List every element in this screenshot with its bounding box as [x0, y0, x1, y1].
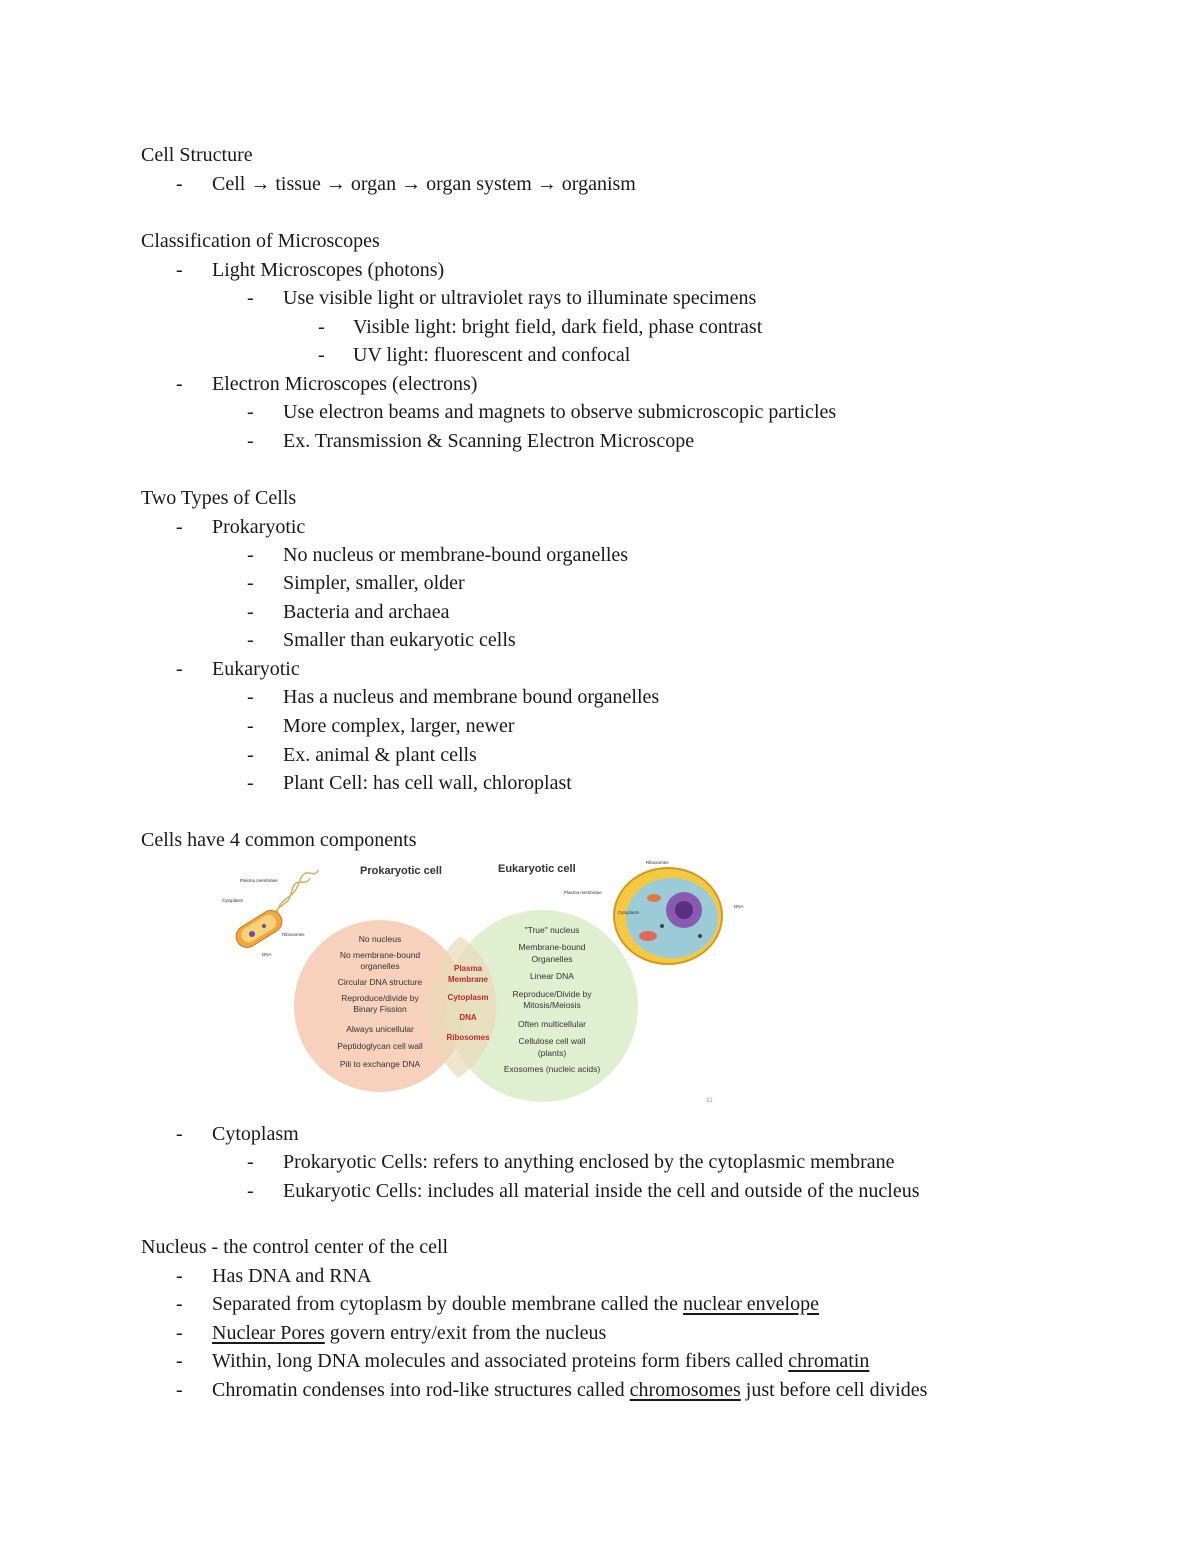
- euk-item: Mitosis/Meiosis: [523, 1000, 581, 1010]
- bullet-dash: -: [176, 1265, 183, 1287]
- heading-microscopes: Classification of Microscopes: [141, 230, 380, 252]
- heading-components: Cells have 4 common components: [141, 829, 417, 851]
- prok-item: Pili to exchange DNA: [339, 1059, 421, 1069]
- list-item: Prokaryotic Cells: refers to anything enclosed by the cytoplasmic membrane: [283, 1151, 895, 1173]
- shared-item: Membrane: [447, 975, 489, 984]
- heading-cell-types: Two Types of Cells: [141, 487, 297, 509]
- bullet-dash: -: [247, 744, 254, 766]
- bullet-dash: -: [176, 516, 183, 538]
- list-item: [212, 1349, 869, 1373]
- animal-label: Ribosomes: [646, 860, 669, 865]
- bullet-dash: -: [176, 1293, 183, 1315]
- euk-item: Reproduce/Divide by: [512, 989, 592, 999]
- euk-item: Exosomes (nucleic acids): [503, 1064, 601, 1074]
- prok-item: No nucleus: [358, 934, 402, 944]
- bullet-dash: -: [176, 1379, 183, 1401]
- prok-item: Peptidoglycan cell wall: [337, 1041, 423, 1051]
- bullet-dash: -: [247, 601, 254, 623]
- euk-title: Eukaryotic cell: [498, 863, 576, 875]
- bullet-dash: -: [247, 1180, 254, 1202]
- bullet-dash: -: [247, 401, 254, 423]
- bullet-dash: -: [247, 572, 254, 594]
- bullet-dash: -: [176, 259, 183, 281]
- bullet-dash: -: [247, 544, 254, 566]
- bact-label: Cytoplasm: [222, 898, 244, 903]
- list-item: Bacteria and archaea: [283, 601, 450, 623]
- prok-item: Circular DNA structure: [337, 977, 423, 987]
- list-item: [212, 1292, 819, 1316]
- list-item: Cell → tissue → organ → organ system → organism: [212, 173, 636, 195]
- list-item: Eukaryotic: [212, 658, 300, 680]
- figure-page-number: 31: [706, 1098, 713, 1104]
- bacterium-illustration: [222, 870, 318, 957]
- euk-item: Often multicellular: [517, 1019, 587, 1029]
- list-item: Plant Cell: has cell wall, chloroplast: [283, 772, 572, 794]
- bullet-dash: -: [176, 373, 183, 395]
- bact-label: Plasma membrane: [240, 878, 278, 883]
- text-span: Chromatin condenses into rod-like structures called: [212, 1379, 630, 1401]
- bullet-dash: -: [176, 173, 183, 195]
- list-item: [212, 1378, 927, 1402]
- list-item: Electron Microscopes (electrons): [212, 373, 478, 395]
- euk-item: Cellulose cell wall: [518, 1036, 586, 1046]
- prok-item: Binary Fission: [353, 1004, 407, 1014]
- euk-item: Membrane-bound: [518, 942, 586, 952]
- list-item: Light Microscopes (photons): [212, 259, 445, 281]
- bullet-dash: -: [176, 1350, 183, 1372]
- euk-item: "True" nucleus: [524, 925, 580, 935]
- prok-item: organelles: [360, 961, 400, 971]
- list-item: Ex. animal & plant cells: [283, 744, 477, 766]
- venn-diagram: [222, 850, 742, 1112]
- underlined-term: nuclear envelope: [682, 1293, 819, 1315]
- text-span: govern entry/exit from the nucleus: [324, 1322, 607, 1344]
- euk-item: Linear DNA: [530, 971, 574, 981]
- list-item: Has a nucleus and membrane bound organelles: [283, 686, 660, 708]
- animal-label: Cytoplasm: [618, 910, 640, 915]
- bullet-dash: -: [247, 686, 254, 708]
- list-item: [212, 1321, 606, 1345]
- bullet-dash: -: [318, 344, 325, 366]
- text-span: Separated from cytoplasm by double membrane called the: [212, 1293, 683, 1315]
- animal-label: Plasma membrane: [564, 890, 602, 895]
- bullet-dash: -: [247, 430, 254, 452]
- bullet-dash: -: [318, 316, 325, 338]
- prok-item: Always unicellular: [346, 1024, 414, 1034]
- bullet-dash: -: [247, 1151, 254, 1173]
- list-item: UV light: fluorescent and confocal: [353, 344, 631, 366]
- bact-label: Ribosomes: [282, 932, 305, 937]
- animal-label: DNA: [734, 904, 744, 909]
- list-item: Ex. Transmission & Scanning Electron Microscope: [283, 430, 695, 452]
- euk-item: (plants): [537, 1048, 567, 1058]
- bullet-dash: -: [247, 287, 254, 309]
- heading-cell-structure: Cell Structure: [141, 144, 253, 166]
- bullet-dash: -: [176, 1123, 183, 1145]
- underlined-term: Nuclear Pores: [212, 1322, 325, 1344]
- underlined-term: chromatin: [788, 1350, 870, 1372]
- list-item: Use electron beams and magnets to observe submicroscopic particles: [283, 401, 837, 423]
- shared-item: Ribosomes: [446, 1033, 490, 1042]
- shared-item: Cytoplasm: [447, 993, 489, 1002]
- bullet-dash: -: [247, 629, 254, 651]
- underlined-term: chromosomes: [629, 1379, 741, 1401]
- bullet-dash: -: [176, 1322, 183, 1344]
- prok-list: [337, 934, 423, 1069]
- heading-nucleus: Nucleus - the control center of the cell: [141, 1236, 449, 1258]
- list-item: Cytoplasm: [212, 1123, 299, 1145]
- bullet-dash: -: [176, 658, 183, 680]
- text-span: just before cell divides: [740, 1379, 928, 1401]
- prok-title: Prokaryotic cell: [360, 865, 442, 877]
- list-item: Visible light: bright field, dark field, phase contrast: [353, 316, 763, 338]
- list-item: Use visible light or ultraviolet rays to illuminate specimens: [283, 287, 757, 309]
- shared-item: DNA: [459, 1013, 477, 1022]
- shared-item: Plasma: [453, 964, 483, 973]
- euk-item: Organelles: [531, 954, 573, 964]
- list-item: No nucleus or membrane-bound organelles: [283, 544, 629, 566]
- bact-label: DNA: [262, 952, 272, 957]
- bullet-dash: -: [247, 772, 254, 794]
- list-item: More complex, larger, newer: [283, 715, 515, 737]
- list-item: Simpler, smaller, older: [283, 572, 465, 594]
- text-span: Within, long DNA molecules and associated proteins form fibers called: [212, 1350, 789, 1372]
- list-item: Prokaryotic: [212, 516, 306, 538]
- prok-item: No membrane-bound: [339, 950, 421, 960]
- list-item: Has DNA and RNA: [212, 1265, 372, 1287]
- venn-figure: [222, 850, 742, 1112]
- bullet-dash: -: [247, 715, 254, 737]
- list-item: Eukaryotic Cells: includes all material inside the cell and outside of the nucleus: [283, 1180, 920, 1202]
- prok-item: Reproduce/divide by: [341, 993, 419, 1003]
- list-item: Smaller than eukaryotic cells: [283, 629, 516, 651]
